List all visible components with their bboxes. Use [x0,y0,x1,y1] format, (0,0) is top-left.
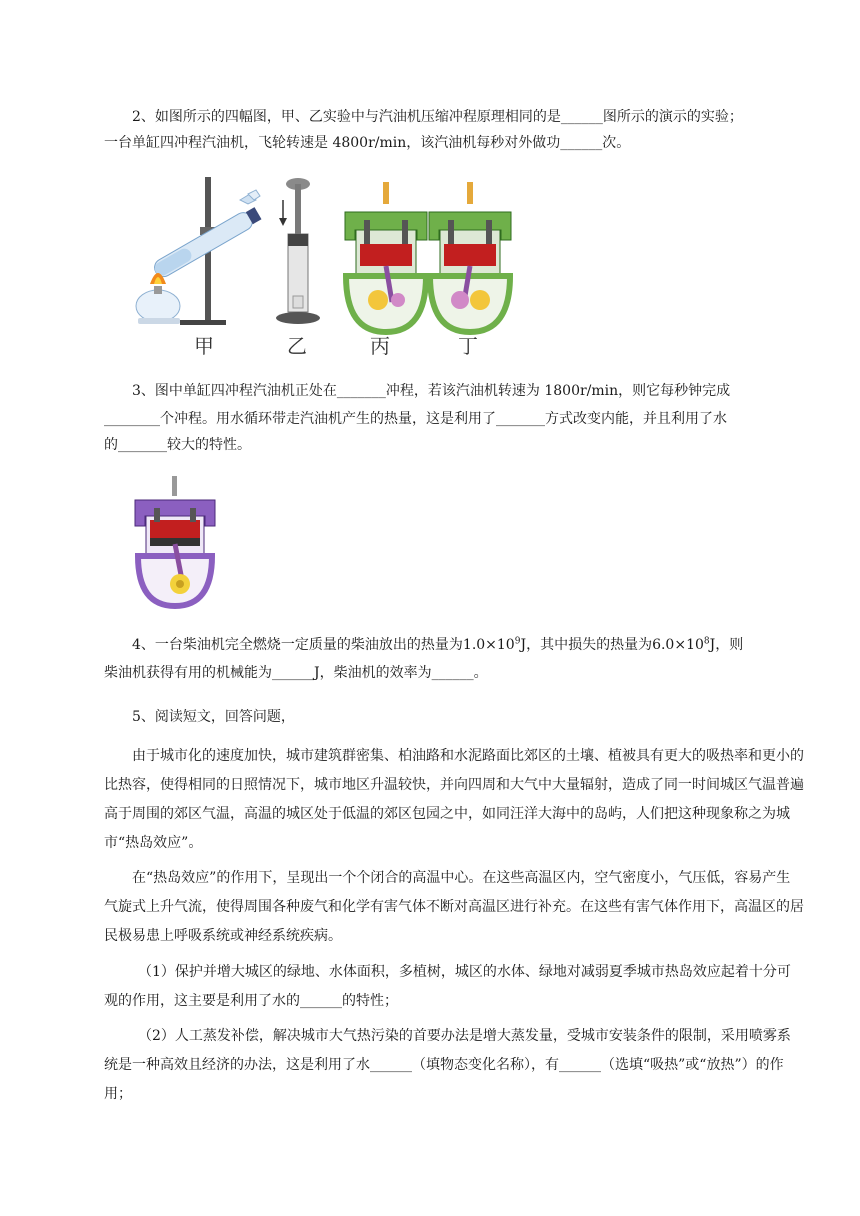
q2-line1: 2、如图所示的四幅图，甲、乙实验中与汽油机压缩冲程原理相同的是______图所示的演示的实验； [132,109,743,125]
q3-line2: ________个冲程。用水循环带走汽油机产生的热量，这是利用了_______方式改变内能，并且利用了水 [104,411,727,427]
q2-figure [130,172,710,362]
engine-ding-image [429,182,511,332]
test-tube-apparatus-image [136,177,262,325]
q5-para1: 由于城市化的速度加快，城市建筑群密集、柏油路和水泥路面比郊区的土壤、植被具有更大的吸热率和更小的比热容，使得相同的日照情况下，城市地区升温较快，并向四周和大气中大量辐射，造成了同一时间城区气温普遍高于周围的郊区气温，高温的城区处于低温的郊区包园之中，如同汪洋大海中的岛屿，人们把这种现象称之为城市“热岛效应”。 [104,748,804,851]
q3-line3: 的_______较大的特性。 [104,437,251,453]
caption-ding: 丁 [458,334,478,358]
caption-jia: 甲 [194,334,214,358]
q5-sub2: （2）人工蒸发补偿，解决城市大气热污染的首要办法是增大蒸发量，受城市安装条件的限制，采用喷雾系统是一种高效且经济的办法，这是利用了水______（填物态变化名称），有______（选填“吸热”或“放热”）的作用； [104,1028,791,1102]
q2-line2: 一台单缸四冲程汽油机，飞轮转速是 4800r/min，该汽油机每秒对外做功______次。 [104,135,631,151]
q5-title: 5、阅读短文，回答问题， [132,709,295,725]
caption-bing: 丙 [370,334,390,358]
air-compression-cylinder-image [276,178,320,324]
q3-engine-figure [130,474,220,609]
q5-para2: 在“热岛效应”的作用下，呈现出一个个闭合的高温中心。在这些高温区内，空气密度小，气压低，容易产生气旋式上升气流，使得周围各种废气和化学有害气体不断对高温区进行补充。在这些有害气体作用下，高温区的居民极易患上呼吸系统或神经系统疾病。 [104,870,804,944]
q4-line2: 柴油机获得有用的机械能为______J，柴油机的效率为______。 [104,665,488,681]
q3-line1: 3、图中单缸四冲程汽油机正处在_______冲程，若该汽油机转速为 1800r/min，则它每秒钟完成 [132,383,731,399]
caption-yi: 乙 [287,334,307,358]
q4-line1: 4、一台柴油机完全燃烧一定质量的柴油放出的热量为$1.0\times 10^9J$，其中损失的热量为$6.0\times 10^8J$，则 [132,636,744,653]
q5-sub1: （1）保护并增大城区的绿地、水体面积，多植树，城区的水体、绿地对减弱夏季城市热岛效应起着十分可观的作用，这主要是利用了水的______的特性； [104,964,791,1009]
heat-released-value: $1.0\times 10^9$ [462,636,521,653]
heat-lost-value: $6.0\times 10^8$ [652,636,710,653]
engine-bing-image [345,182,427,332]
